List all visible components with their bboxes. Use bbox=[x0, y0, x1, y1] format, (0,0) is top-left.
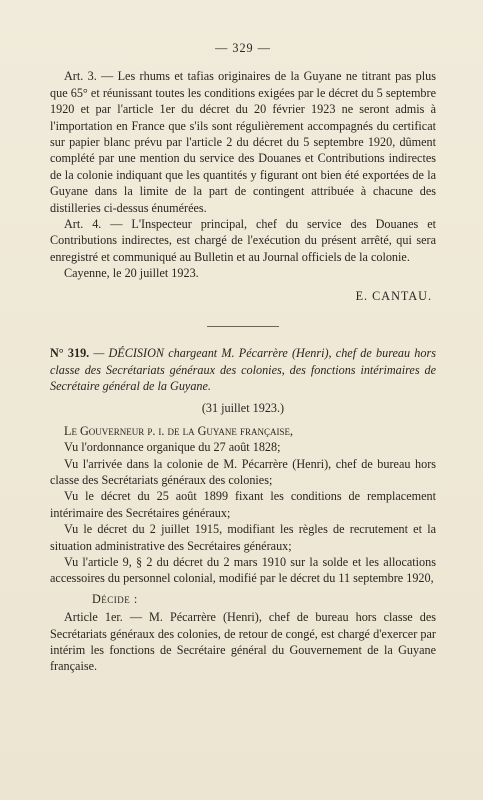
decision-number: N° 319. bbox=[50, 346, 90, 361]
page-number: — 329 — bbox=[215, 41, 271, 55]
article-1-paragraph: Article 1er. — M. Pécarrère (Henri), chef de bureau hors classe des Secrétariats généraux des colonies, de retour de congé, est chargé d'exercer par intérim les fonctions de Secrétaire général du Gouvernement de la Guyane française. bbox=[50, 610, 436, 674]
decision-heading bbox=[50, 345, 436, 394]
section-divider bbox=[207, 326, 279, 327]
considerant-4: Vu le décret du 2 juillet 1915, modifiant les règles de recrutement et la situation administrative des Secrétaires généraux; bbox=[50, 522, 436, 553]
page-content bbox=[50, 40, 436, 675]
decision-intro: Le Gouverneur p. i. de la Guyane française, bbox=[64, 423, 294, 438]
considerant-3: Vu le décret du 25 août 1899 fixant les conditions de remplacement intérimaire des Secrétaires généraux; bbox=[50, 489, 436, 520]
date-place-line: Cayenne, le 20 juillet 1923. bbox=[64, 266, 199, 281]
considerant-5: Vu l'article 9, § 2 du décret du 2 mars 1910 sur la solde et les allocations accessoires du personnel colonial, modifié par le décret du 11 septembre 1920, bbox=[50, 554, 436, 586]
decision-title: — DÉCISION chargeant M. Pécarrère (Henri), chef de bureau hors classe des Secrétariats généraux des colonies, des fonctions intérimaires de Secrétaire général de la Guyane. bbox=[50, 346, 436, 393]
article-4-paragraph: Art. 4. — L'Inspecteur principal, chef du service des Douanes et Contributions indirectes, est chargé de l'exécution du présent arrêté, qui sera enregistré et communiqué au Bulletin et au Journal officiels de la colonie. bbox=[50, 217, 436, 264]
decision-date: (31 juillet 1923.) bbox=[201, 401, 285, 416]
signature: E. CANTAU. bbox=[355, 288, 432, 303]
article-3-paragraph: Art. 3. — Les rhums et tafias originaires de la Guyane ne titrant pas plus que 65° et réunissant toutes les conditions exigées par le décret du 5 septembre 1920 et par l'article 1er du décret du 20 février 1923 ne seront admis à l'importation en France que s'ils sont régulièrement accompagnés du certificat sur papier blanc prévu par l'article 2 du décret du 5 septembre 1920, dûment complété par une mention du service des Douanes et Contributions indirectes de la colonie indiquant que les quantités y figurant ont bien été exportées de la Guyane dans la limite de la part de contingent attribuée à chacune des distilleries ci-dessus énumérées. bbox=[50, 69, 436, 215]
considerant-2: Vu l'arrivée dans la colonie de M. Pécarrère (Henri), chef de bureau hors classe des Secrétariats généraux des colonies; bbox=[50, 456, 436, 487]
considerant-1: Vu l'ordonnance organique du 27 août 1828; bbox=[64, 440, 281, 455]
decide-heading: Décide : bbox=[92, 591, 138, 606]
